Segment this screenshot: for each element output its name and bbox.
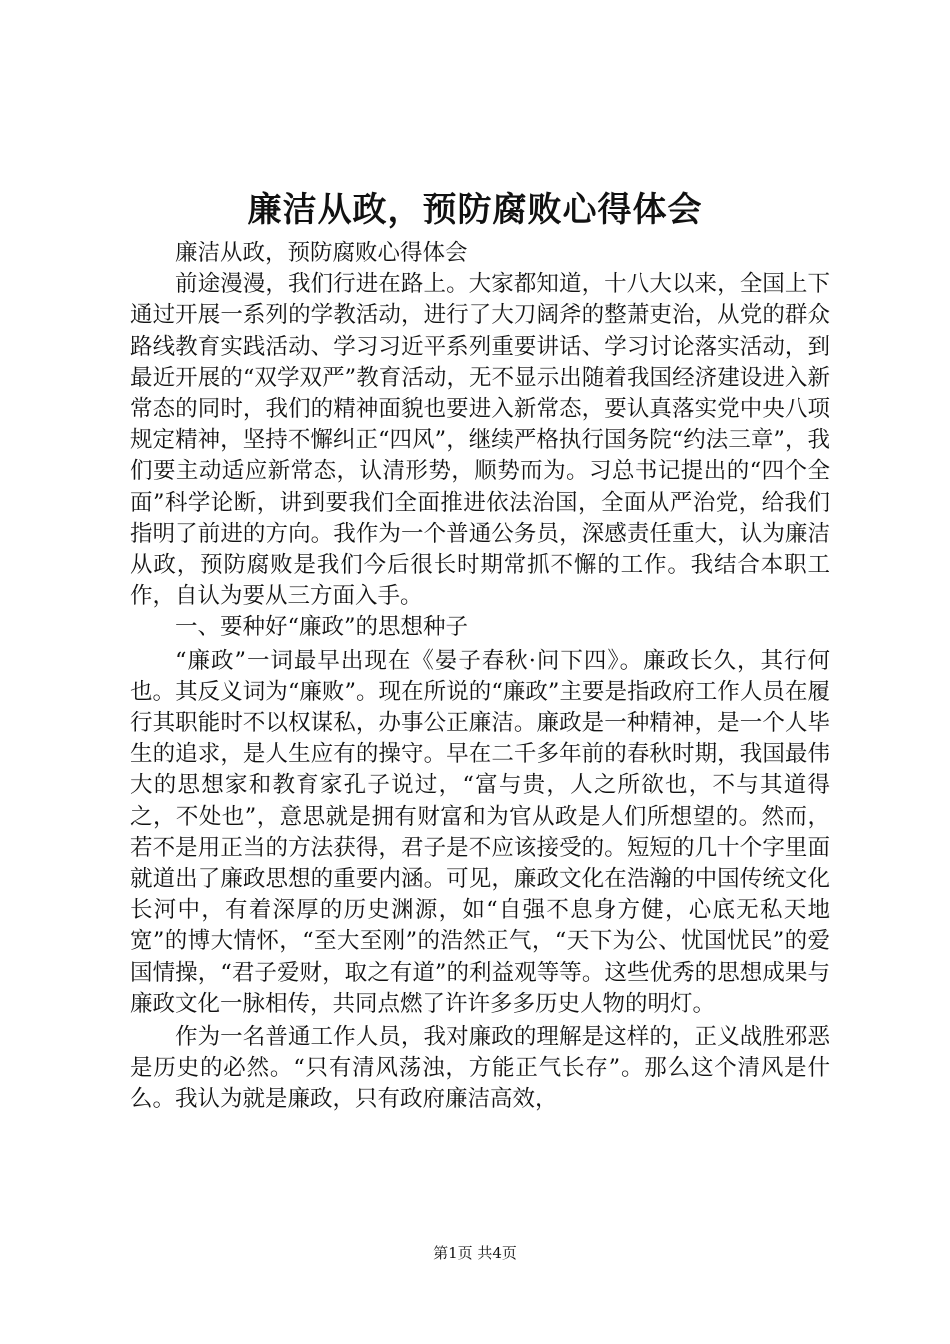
page-number-footer: 第1页 共4页 xyxy=(433,1244,517,1262)
document-body xyxy=(130,238,830,1116)
body-paragraph: “廉政”一词最早出现在《晏子春秋·问下四》。廉政长久，其行何也。其反义词为“廉败”。现在所说的“廉政”主要是指政府工作人员在履行其职能时不以权谋私，办事公正廉洁。廉政是一种精神，是一个人毕生的追求，是人生应有的操守。早在二千多年前的春秋时期，我国最伟大的思想家和教育家孔子说过，“富与贵，人之所欲也，不与其道得之，不处也”，意思就是拥有财富和为官从政是人们所想望的。然而，若不是用正当的方法获得，君子是不应该接受的。短短的几十个字里面就道出了廉政思想的重要内涵。可见，廉政文化在浩瀚的中国传统文化长河中，有着深厚的历史渊源，如“自强不息身方健，心底无私天地宽”的博大情怀，“至大至刚”的浩然正气，“天下为公、忧国忧民”的爱国情操，“君子爱财，取之有道”的利益观等等。这些优秀的思想成果与廉政文化一脉相传，共同点燃了许许多多历史人物的明灯。 xyxy=(130,647,830,1017)
document-title: 廉洁从政，预防腐败心得体会 xyxy=(247,190,703,230)
intro-paragraph: 前途漫漫，我们行进在路上。大家都知道，十八大以来，全国上下通过开展一系列的学教活动，进行了大刀阔斧的整萧吏治，从党的群众路线教育实践活动、学习习近平系列重要讲话、学习讨论落实活动，到最近开展的“双学双严”教育活动，无不显示出随着我国经济建设进入新常态的同时，我们的精神面貌也要进入新常态，要认真落实党中央八项规定精神，坚持不懈纠正“四风”，继续严格执行国务院“约法三章”，我们要主动适应新常态，认清形势，顺势而为。习总书记提出的“四个全面”科学论断，讲到要我们全面推进依法治国，全面从严治党，给我们指明了前进的方向。我作为一个普通公务员，深感责任重大，认为廉洁从政，预防腐败是我们今后很长时期常抓不懈的工作。我结合本职工作，自认为要从三方面入手。 xyxy=(130,271,830,610)
subtitle-paragraph: 廉洁从政，预防腐败心得体会 xyxy=(175,240,468,266)
section-heading: 一、要种好“廉政”的思想种子 xyxy=(175,614,469,641)
body-paragraph: 作为一名普通工作人员，我对廉政的理解是这样的，正义战胜邪恶是历史的必然。“只有清风荡浊，方能正气长存”。那么这个清风是什么。我认为就是廉政，只有政府廉洁高效， xyxy=(130,1024,830,1113)
